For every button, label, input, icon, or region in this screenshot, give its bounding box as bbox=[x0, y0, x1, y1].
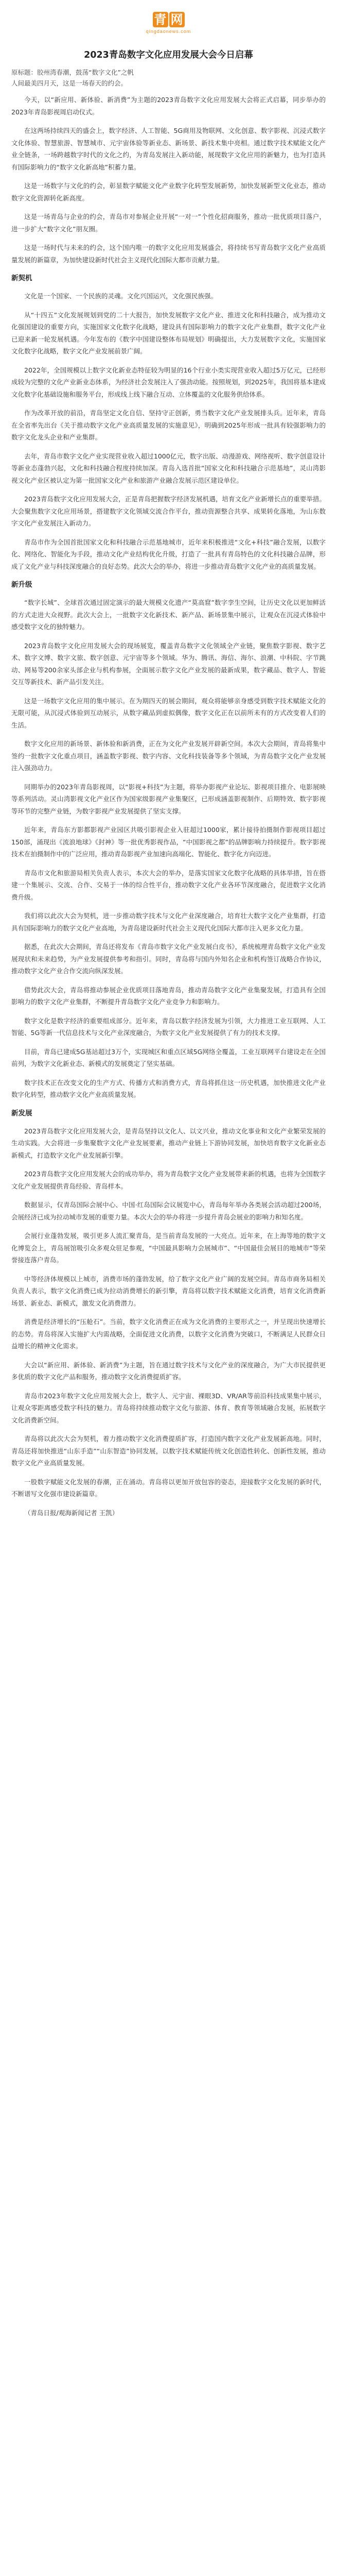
paragraph: 消费是经济增长的“压舱石”。当前，数字文化消费正在成为文化消费的主要形式之一，并呈现出快速增长的态势。青岛将深入实施扩大内需战略，全面促进文化消费，以数字文化消费为突破口，不断满足人民群众日益增长的精神文化需求。 bbox=[11, 1318, 326, 1350]
paragraph: 文化是一个国家、一个民族的灵魂。文化兴国运兴，文化强民族强。 bbox=[24, 292, 218, 300]
paragraph: 一股数字赋能文化发展的春潮，正在涌动。青岛将以更加开放包容的姿态，迎接数字文化发展的新时代，不断谱写文化强市建设新篇章。 bbox=[11, 1478, 326, 1498]
paragraph: 数字文化应用的新场景、新体验和新消费，正在为文化产业发展开辟新空间。本次大会期间，青岛将集中签约一批数字文化重点项目，涵盖数字影视、数字内容、文化科技装备等多个领域，为青岛数字文化产业发展注入强劲动力。 bbox=[11, 740, 326, 772]
paragraph: 数据显示，仅青岛国际会展中心、中国·红岛国际会议展览中心，青岛每年举办各类展会活动超过200场，会展经济已成为拉动城市发展的重要力量。本次大会的举办将进一步提升青岛会展业的影响力和知名度。 bbox=[11, 1201, 326, 1221]
paragraph: 2023青岛数字文化应用发展大会，是青岛坚持以文化人、以文兴业，推动文化事业和文化产业繁荣发展的生动实践。大会将进一步集聚数字文化产业发展要素，推动产业链上下游协同发展，加快培育数字文化新业态新模式，打造数字文化产业发展新引擎。 bbox=[11, 1127, 326, 1159]
paragraph: 据悉，在此次大会期间，青岛还将发布《青岛市数字文化产业发展白皮书》，系统梳理青岛数字文化产业发展现状和未来趋势，为产业发展提供参考和指引。同时，青岛将与国内外知名企业和机构签订战略合作协议，推动数字文化产业合作交流向纵深发展。 bbox=[11, 943, 326, 975]
site-header bbox=[11, 0, 326, 45]
paragraph: 我们将以此次大会为契机，进一步推动数字技术与文化产业深度融合，培育壮大数字文化产业集群，打造具有国际影响力的数字文化产业高地，为青岛建设新时代社会主义现代化国际大都市注入更多文化力量。 bbox=[11, 912, 326, 932]
paragraph: 青岛市2023年数字文化应用发展大会上，数字人、元宇宙、裸眼3D、VR/AR等前沿科技成果集中展示，让观众零距离感受数字科技的魅力。青岛将持续推动数字文化与旅游、体育、教育等领域融合发展，拓展数字文化消费新空间。 bbox=[11, 1392, 326, 1424]
paragraph: 同期举办的2023年青岛影视周，以“影视+科技”为主题，将举办影视产业论坛、影视项目推介、电影展映等系列活动。灵山湾影视文化产业区作为国家级影视产业集聚区，已形成涵盖影视制作、后期特效、数字影视等环节的完整产业链，为数字影视产业发展提供了坚实支撑。 bbox=[11, 783, 326, 815]
paragraph: 作为改革开放的前沿，青岛坚定文化自信、坚持守正创新，勇当数字文化产业发展排头兵。近年来，青岛在全省率先出台《关于推动数字文化产业高质量发展的实施意见》，明确到2025年形成一批具有较强影响力的数字文化龙头企业和产业集群。 bbox=[11, 409, 326, 441]
lead-line: 人间最美四月天，这是一场春天的约会。 bbox=[11, 79, 128, 87]
paragraph: 今天，以“新应用、新体验、新消费”为主题的2023青岛数字文化应用发展大会将正式启幕，同步举办的2023年青岛影视周启动仪式。 bbox=[11, 96, 326, 116]
site-logo[interactable] bbox=[153, 12, 185, 27]
section-heading: 新发展 bbox=[11, 1109, 32, 1117]
article-meta bbox=[11, 67, 326, 89]
paragraph: “数字长城”、全球首次通过固定演示的最大规模文化遗产“莫高窟”数字孪生空间，让历史文化以更加鲜活的方式走进大众视野。此次大会上，一批数字文化新技术、新产品、新场景集中展示，让观众在沉浸式体验中感受数字文化的独特魅力。 bbox=[11, 599, 326, 631]
paragraph: 数字文化是数字经济的重要组成部分。近年来，青岛以数字经济发展为引领，大力推进工业互联网、人工智能、5G等新一代信息技术与文化产业深度融合，为数字文化产业发展提供了有力的技术支撑。 bbox=[11, 1016, 326, 1037]
paragraph: 青岛市文化和旅游局相关负责人表示，本次大会的举办，是落实国家文化数字化战略的具体举措，旨在搭建一个集展示、交流、合作、交易于一体的综合性平台，推动数字文化产业各环节深度融合，促进数字文化消费升级。 bbox=[11, 869, 326, 901]
article-body bbox=[11, 94, 326, 1500]
paragraph: 数字技术正在改变文化的生产方式、传播方式和消费方式，青岛将抓住这一历史机遇，加快推进文化产业数字化转型，推动数字文化产业高质量发展。 bbox=[11, 1078, 326, 1098]
logo-domain: qingdaonews.com bbox=[146, 28, 191, 34]
paragraph: 近年来，青岛东方影都影视产业园区共吸引影视企业入驻超过1000家，累计接待拍摄制作影视项目超过150部，涌现出《流浪地球》《封神》等一批优秀影视作品，“中国影视之都”的品牌影响力持续提升。数字影视技术在拍摄制作中的广泛应用，推动青岛影视产业加速向高端化、智能化、数字化方向迈进。 bbox=[11, 826, 326, 858]
paragraph: 这是一场数字与文化的约会，彰显数字赋能文化产业数字化转型发展新势，加快发展新型文化业态，推动数字文化资源转化新高度。 bbox=[11, 182, 326, 202]
paragraph: 中等经济体规模以上城市，消费市场的蓬勃发展，给了数字文化产业广阔的发展空间。青岛市商务局相关负责人表示，数字文化消费已成为拉动消费增长的新引擎，青岛将以数字技术赋能文化消费，培育文化消费新场景、新业态、新模式，激发文化消费潜力。 bbox=[11, 1275, 326, 1307]
paragraph: 这是一场时代与未来的约会，这个国内唯一的数字文化应用发展盛会，将持续书写青岛数字文化产业高质量发展的新篇章，为加快建设新时代社会主义现代化国际大都市贡献力量。 bbox=[11, 244, 326, 264]
section-heading: 新升级 bbox=[11, 581, 32, 589]
section-heading: 新契机 bbox=[11, 274, 32, 282]
paragraph: 去年，青岛市数字文化产业实现营业收入超过1000亿元，数字出版、动漫游戏、网络视听、数字创意设计等新业态蓬勃兴起，文化和科技融合程度持续加深。青岛入选首批“国家文化和科技融合示范基地”，灵山湾影视文化产业区被认定为第一批国家文化产业和旅游产业融合发展示范区建设单位。 bbox=[11, 452, 326, 484]
paragraph: 从“十四五”文化发展规划到党的二十大报告，加快发展数字文化产业、推进文化和科技融合，成为推动文化强国建设的重要方向，实施国家文化数字化战略，建设具有国际影响力的数字文化产业集群，数字文化产业已迎来新一轮发展机遇。今年发布的《数字中国建设整体布局规划》明确提出，大力发展数字文化，实施国家文化数字化战略，数字文化产业发展前景广阔。 bbox=[11, 311, 326, 355]
paragraph: 青岛将以此次大会为契机，着力推动数字文化消费提质扩容，打造国内数字文化产业发展新高地。同时，青岛还将加快推进“山东手造”“山东智造”协同发展，以数字技术赋能传统文化创造性转化、创新性发展，推动数字文化产业高质量发展。 bbox=[11, 1435, 326, 1467]
paragraph: 2023青岛数字文化应用发展大会，正是青岛把握数字经济发展机遇，培育文化产业新增长点的重要举措。大会聚焦数字文化应用场景，搭建数字文化领域交流合作平台，推动资源整合共享、成果转化落地，为山东数字文化产业发展注入新动力。 bbox=[11, 495, 326, 527]
paragraph: 借势此次大会，青岛将推动参展企业优质项目落地青岛，推动青岛数字文化产业集聚发展，打造具有全国影响力的数字文化产业集群，不断提升青岛数字文化产业竞争力和影响力。 bbox=[11, 986, 326, 1006]
original-title-line: 原标题：胶州湾春潮，鼓荡“数字文化”之帆 bbox=[11, 69, 134, 76]
logo-char-1: 青 bbox=[153, 12, 168, 27]
article-title: 2023青岛数字文化应用发展大会今日启幕 bbox=[84, 50, 253, 60]
paragraph: 青岛市作为全国首批国家文化和科技融合示范基地城市，近年来积极推进“文化+科技”融合发展，以数字化、网络化、智能化为手段，推动文化产业结构优化升级，打造了一批具有青岛特色的文化科技融合品牌，形成了文化产业与科技深度融合的良好态势。此次大会的举办，将进一步推动青岛数字文化产业的高质量发展。 bbox=[11, 538, 326, 570]
paragraph: 这是一场青岛与企业的约会，青岛市对参展企业开展“一对一”个性化招商服务，推动一批优质项目落户，进一步扩大“数字文化”朋友圈。 bbox=[11, 213, 326, 233]
author-line: （青岛日报/观海新闻记者 王凯） bbox=[24, 1509, 119, 1517]
paragraph: 目前，青岛已建成5G基站超过3万个，实现城区和重点区域5G网络全覆盖，工业互联网平台建设走在全国前列，为数字文化新业态、新模式的发展奠定了坚实基础。 bbox=[11, 1047, 326, 1067]
paragraph: 2023青岛数字文化应用发展大会的现场展览，覆盖青岛数字文化领域全产业链，聚焦数字影视、数字艺术、数字文博、数字文旅、数字创意、元宇宙等多个领域。华为、腾讯、海信、海尔、浪潮、中科院、字节跳动、网易等200余家头部企业与机构参展，全面展示数字文化产业发展的最新成果，数字藏品、数字人、智能交互等新技术、新产品引发关注。 bbox=[11, 641, 326, 686]
paragraph: 会展行业蓬勃发展，吸引更多人流汇聚青岛，是当前青岛发展的一大亮点。近年来，在上海等地的数字文化博览会上，青岛展馆吸引众多观众驻足参观，“中国最具影响力会展城市”、“中国最佳会展目的地城市”等荣誉接连落户青岛。 bbox=[11, 1232, 326, 1264]
paragraph: 2022年，全国规模以上数字文化新业态特征较为明显的16个行业小类实现营业收入超过5万亿元，已经形成较为完整的文化产业新业态体系，为经济社会发展注入了强劲动能。按照规划，到2025年，我国将基本建成文化数字化基础设施和服务平台，形成线上线下融合互动、立体覆盖的文化服务供给体系。 bbox=[11, 366, 326, 398]
paragraph: 在这两场持续四天的盛会上，数字经济、人工智能、5G商用及物联网、文化创意、数字影视、沉浸式数字文化体验、智慧旅游、智慧城市、元宇宙体验等新业态、新场景、新技术集中亮相。通过数字技术赋能文化产业全链条，一场跨越数字时代的文化之约，为青岛发展注入新动能，展现数字文化应用的新魅力，也为打造具有国际影响力的“数字文化新高地”积蓄力量。 bbox=[11, 127, 326, 171]
paragraph: 大会以“新应用、新体验、新消费”为主题，旨在通过数字技术与文化产业的深度融合，为广大市民提供更多优质的数字文化产品和服务，推动数字文化消费提质扩容。 bbox=[11, 1361, 326, 1381]
paragraph: 2023青岛数字文化应用发展大会的成功举办，将为青岛数字文化产业发展带来新的机遇，也将为全国数字文化产业发展提供青岛经验、青岛样本。 bbox=[11, 1170, 326, 1190]
paragraph: 这是一场数字文化应用的集中展示。在为期四天的展会期间，观众将能够亲身感受到数字技术赋能文化的无限可能，从沉浸式体验到互动展示，从数字藏品到虚拟偶像，数字文化正在以前所未有的方式改变着人们的生活。 bbox=[11, 697, 326, 729]
logo-char-2: 网 bbox=[169, 12, 185, 27]
